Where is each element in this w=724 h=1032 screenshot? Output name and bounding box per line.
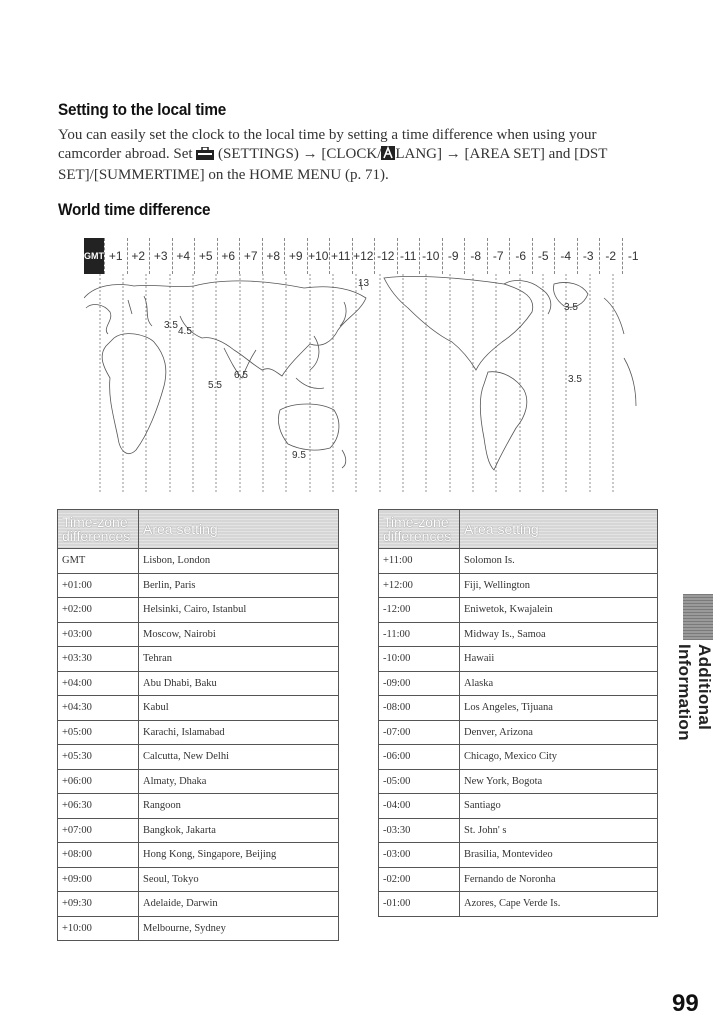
zone-label: +8 [262, 238, 285, 274]
table-row [58, 598, 339, 623]
zone-label: +6 [217, 238, 240, 274]
zone-label: +4 [172, 238, 195, 274]
zone-label: -11 [397, 238, 420, 274]
zone-label: +9 [284, 238, 307, 274]
area-cell: Fiji, Wellington [460, 573, 658, 598]
area-cell: Bangkok, Jakarta [139, 818, 339, 843]
time-zone-cell: +04:00 [58, 671, 139, 696]
time-zone-cell: +11:00 [379, 549, 460, 574]
area-cell: Santiago [460, 794, 658, 819]
table-row [379, 598, 658, 623]
area-cell: Moscow, Nairobi [139, 622, 339, 647]
area-cell: Midway Is., Samoa [460, 622, 658, 647]
time-zone-cell: -11:00 [379, 622, 460, 647]
zone-label: +10 [307, 238, 330, 274]
zone-label: -7 [487, 238, 510, 274]
table-row [379, 745, 658, 770]
section-tab-marker [683, 594, 713, 640]
para-text-1: You can easily set the clock to the local time by setting a time difference when using your camcorder abroad. Set [58, 127, 597, 162]
table-row [58, 794, 339, 819]
header-time-zone-differences: Time-zone differences [58, 510, 139, 549]
area-cell: Almaty, Dhaka [139, 769, 339, 794]
table-row [58, 867, 339, 892]
time-zone-cell: +06:30 [58, 794, 139, 819]
table-row [379, 549, 658, 574]
language-a-icon [381, 146, 395, 166]
table-row [379, 892, 658, 917]
area-cell: Kabul [139, 696, 339, 721]
area-cell: Fernando de Noronha [460, 867, 658, 892]
map-label-9-5: 9.5 [292, 450, 306, 461]
time-zone-cell: +03:00 [58, 622, 139, 647]
zone-label: +2 [127, 238, 150, 274]
time-zone-table-left [57, 509, 339, 941]
area-cell: Denver, Arizona [460, 720, 658, 745]
area-cell: Rangoon [139, 794, 339, 819]
area-cell: Eniwetok, Kwajalein [460, 598, 658, 623]
time-zone-bar [84, 238, 644, 274]
time-zone-cell: +04:30 [58, 696, 139, 721]
table-row [379, 794, 658, 819]
header-area-setting: Area setting [460, 510, 658, 549]
time-zone-cell: -06:00 [379, 745, 460, 770]
time-zone-cell: +05:30 [58, 745, 139, 770]
area-cell: Melbourne, Sydney [139, 916, 339, 941]
map-label-3-5-a: 3.5 [164, 320, 178, 331]
time-zone-cell: +06:00 [58, 769, 139, 794]
table-row [379, 769, 658, 794]
area-cell: Alaska [460, 671, 658, 696]
zone-label: -10 [419, 238, 442, 274]
table-row [379, 671, 658, 696]
time-zone-cell: -04:00 [379, 794, 460, 819]
zone-label: +7 [239, 238, 262, 274]
time-zone-cell: +07:00 [58, 818, 139, 843]
table-row [58, 549, 339, 574]
para-text-4: LANG] [395, 146, 446, 162]
page-number: 99 [672, 990, 699, 1017]
zone-label: +12 [352, 238, 375, 274]
map-label-5-5: 5.5 [208, 380, 222, 391]
area-cell: Hong Kong, Singapore, Beijing [139, 843, 339, 868]
area-cell: Brasilia, Montevideo [460, 843, 658, 868]
arrow-icon: → [302, 146, 318, 162]
table-row [58, 622, 339, 647]
table-row [58, 573, 339, 598]
time-zone-cell: +09:00 [58, 867, 139, 892]
table-row [379, 696, 658, 721]
section-heading-world-time: World time difference [58, 200, 211, 219]
zone-label: +11 [329, 238, 352, 274]
time-zone-cell: -07:00 [379, 720, 460, 745]
area-cell: Hawaii [460, 647, 658, 672]
time-zone-cell: -01:00 [379, 892, 460, 917]
zone-label: -5 [532, 238, 555, 274]
time-zone-table-right [378, 509, 658, 917]
zone-label: -8 [464, 238, 487, 274]
table-row [379, 720, 658, 745]
zone-label: -12 [374, 238, 397, 274]
table-row [58, 745, 339, 770]
zone-label: +3 [149, 238, 172, 274]
table-row [379, 843, 658, 868]
table-row [379, 573, 658, 598]
time-zone-cell: +05:00 [58, 720, 139, 745]
area-cell: New York, Bogota [460, 769, 658, 794]
time-zone-cell: +08:00 [58, 843, 139, 868]
time-zone-cell: -03:30 [379, 818, 460, 843]
intro-paragraph [58, 126, 658, 185]
map-label-4-5: 4.5 [178, 326, 192, 337]
zone-label: -6 [509, 238, 532, 274]
area-cell: Abu Dhabi, Baku [139, 671, 339, 696]
table-row [58, 647, 339, 672]
table-row [379, 818, 658, 843]
table-row [58, 843, 339, 868]
zone-label: -9 [442, 238, 465, 274]
area-cell: Los Angeles, Tijuana [460, 696, 658, 721]
time-zone-cell: +10:00 [58, 916, 139, 941]
map-label-3-5-c: 3.5 [568, 374, 582, 385]
area-cell: Calcutta, New Delhi [139, 745, 339, 770]
table-row [58, 720, 339, 745]
area-cell: Azores, Cape Verde Is. [460, 892, 658, 917]
table-row [379, 622, 658, 647]
time-zone-cell: +02:00 [58, 598, 139, 623]
time-zone-cell: -05:00 [379, 769, 460, 794]
area-cell: Helsinki, Cairo, Istanbul [139, 598, 339, 623]
map-label-13: 13 [358, 278, 370, 289]
area-cell: Berlin, Paris [139, 573, 339, 598]
area-cell: Chicago, Mexico City [460, 745, 658, 770]
area-cell: Adelaide, Darwin [139, 892, 339, 917]
time-zone-cell: +12:00 [379, 573, 460, 598]
zone-label: -3 [577, 238, 600, 274]
area-cell: Karachi, Islamabad [139, 720, 339, 745]
table-header-row [58, 510, 339, 549]
table-row [58, 769, 339, 794]
map-label-3-5-b: 3.5 [564, 302, 578, 313]
time-zone-cell: -10:00 [379, 647, 460, 672]
zone-gmt-label: GMT [84, 238, 104, 274]
header-area-setting: Area setting [139, 510, 339, 549]
para-text-2: (SETTINGS) [214, 146, 303, 162]
time-zone-cell: -08:00 [379, 696, 460, 721]
zone-label: -1 [622, 238, 645, 274]
zone-label: -4 [554, 238, 577, 274]
table-row [379, 647, 658, 672]
toolbox-icon [196, 147, 214, 166]
map-label-6-5: 6.5 [234, 370, 248, 381]
table-row [58, 892, 339, 917]
area-cell: Solomon Is. [460, 549, 658, 574]
area-cell: St. John' s [460, 818, 658, 843]
area-cell: Tehran [139, 647, 339, 672]
table-row [58, 696, 339, 721]
header-time-zone-differences: Time-zone differences [379, 510, 460, 549]
para-text-3: [CLOCK/ [317, 146, 382, 162]
time-zone-cell: -12:00 [379, 598, 460, 623]
zone-label: +1 [104, 238, 127, 274]
table-row [379, 867, 658, 892]
time-zone-cell: GMT [58, 549, 139, 574]
time-zone-cell: -03:00 [379, 843, 460, 868]
table-row [58, 916, 339, 941]
area-cell: Lisbon, London [139, 549, 339, 574]
zone-label: -2 [599, 238, 622, 274]
table-header-row [379, 510, 658, 549]
time-zone-cell: +09:30 [58, 892, 139, 917]
time-zone-cell: +03:30 [58, 647, 139, 672]
world-time-map [84, 238, 644, 494]
area-cell: Seoul, Tokyo [139, 867, 339, 892]
zone-label: +5 [194, 238, 217, 274]
world-map-graphic [84, 238, 644, 494]
table-row [58, 671, 339, 696]
time-zone-cell: +01:00 [58, 573, 139, 598]
section-side-label: Additional Information [675, 644, 714, 741]
para-text-5: [AREA SET] and [DST SET]/[SUMMERTIME] on the HOME MENU (p. 71). [58, 146, 608, 183]
time-zone-cell: -09:00 [379, 671, 460, 696]
time-zone-cell: -02:00 [379, 867, 460, 892]
section-heading-local-time: Setting to the local time [58, 100, 227, 119]
table-row [58, 818, 339, 843]
arrow-icon-2: → [445, 146, 461, 162]
